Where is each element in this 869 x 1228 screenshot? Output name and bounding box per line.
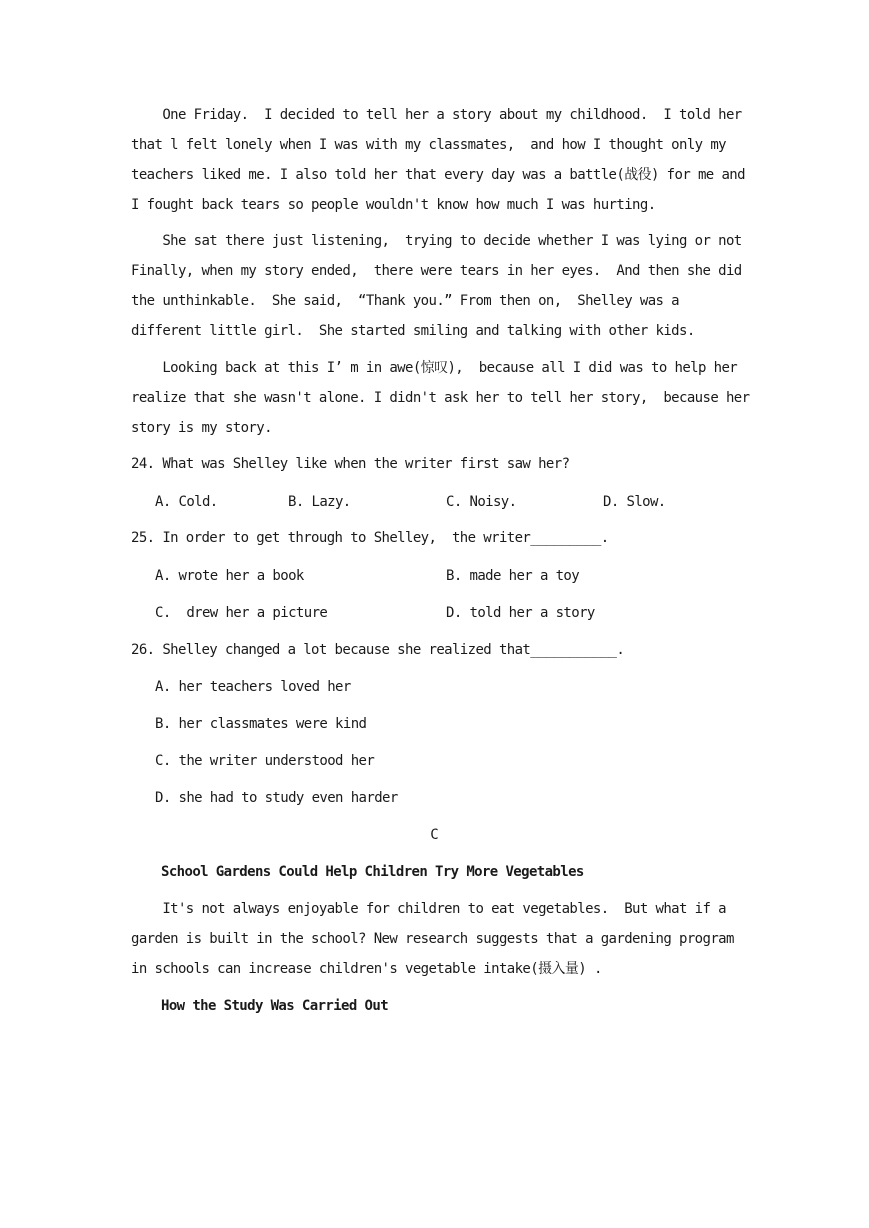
paragraph-line: realize that she wasn't alone. I didn't ask her to tell her story, because her — [131, 390, 750, 406]
question-26-option-a: A. her teachers loved her — [155, 679, 351, 695]
paragraph-line: Looking back at this I’ m in awe(惊叹), because all I did was to help her — [131, 360, 738, 376]
paragraph-1 — [131, 100, 745, 220]
question-24-option-d: D. Slow. — [603, 494, 666, 510]
question-25-stem: 25. In order to get through to Shelley, the writer_________. — [131, 530, 609, 546]
section-subheading: How the Study Was Carried Out — [161, 998, 389, 1014]
paragraph-line: different little girl. She started smiling and talking with other kids. — [131, 323, 695, 339]
paragraph-line: story is my story. — [131, 420, 272, 436]
question-26-option-c: C. the writer understood her — [155, 753, 375, 769]
paragraph-line: It's not always enjoyable for children to eat vegetables. But what if a — [131, 901, 726, 917]
paragraph-line: garden is built in the school? New research suggests that a gardening program — [131, 931, 734, 947]
question-25-option-b: B. made her a toy — [446, 568, 580, 584]
paragraph-line: the unthinkable. She said, “Thank you.” From then on, Shelley was a — [131, 293, 680, 309]
paragraph-line: teachers liked me. I also told her that every day was a battle(战役) for me and — [131, 167, 745, 183]
paragraph-line: I fought back tears so people wouldn't know how much I was hurting. — [131, 197, 656, 213]
paragraph-line: Finally, when my story ended, there were tears in her eyes. And then she did — [131, 263, 742, 279]
question-25-option-d: D. told her a story — [446, 605, 595, 621]
paragraph-2 — [131, 226, 741, 346]
paragraph-line: She sat there just listening, trying to decide whether I was lying or not — [131, 233, 742, 249]
section-title: School Gardens Could Help Children Try More Vegetables — [161, 864, 584, 880]
section-letter: C — [430, 827, 439, 843]
question-24-stem: 24. What was Shelley like when the writer first saw her? — [131, 456, 570, 472]
question-24-option-b: B. Lazy. — [288, 494, 351, 510]
paragraph-line: in schools can increase children's vegetable intake(摄入量) . — [131, 961, 602, 977]
paragraph-line: that l felt lonely when I was with my classmates, and how I thought only my — [131, 137, 726, 153]
question-24-option-a: A. Cold. — [155, 494, 218, 510]
question-25-option-c: C. drew her a picture — [155, 605, 328, 621]
question-26-stem: 26. Shelley changed a lot because she realized that___________. — [131, 642, 625, 658]
question-26-option-d: D. she had to study even harder — [155, 790, 398, 806]
question-26-option-b: B. her classmates were kind — [155, 716, 367, 732]
paragraph-3 — [131, 353, 750, 443]
question-25-option-a: A. wrote her a book — [155, 568, 304, 584]
paragraph-line: One Friday. I decided to tell her a story about my childhood. I told her — [131, 107, 742, 123]
section-c-intro — [131, 894, 741, 984]
question-24-option-c: C. Noisy. — [446, 494, 517, 510]
